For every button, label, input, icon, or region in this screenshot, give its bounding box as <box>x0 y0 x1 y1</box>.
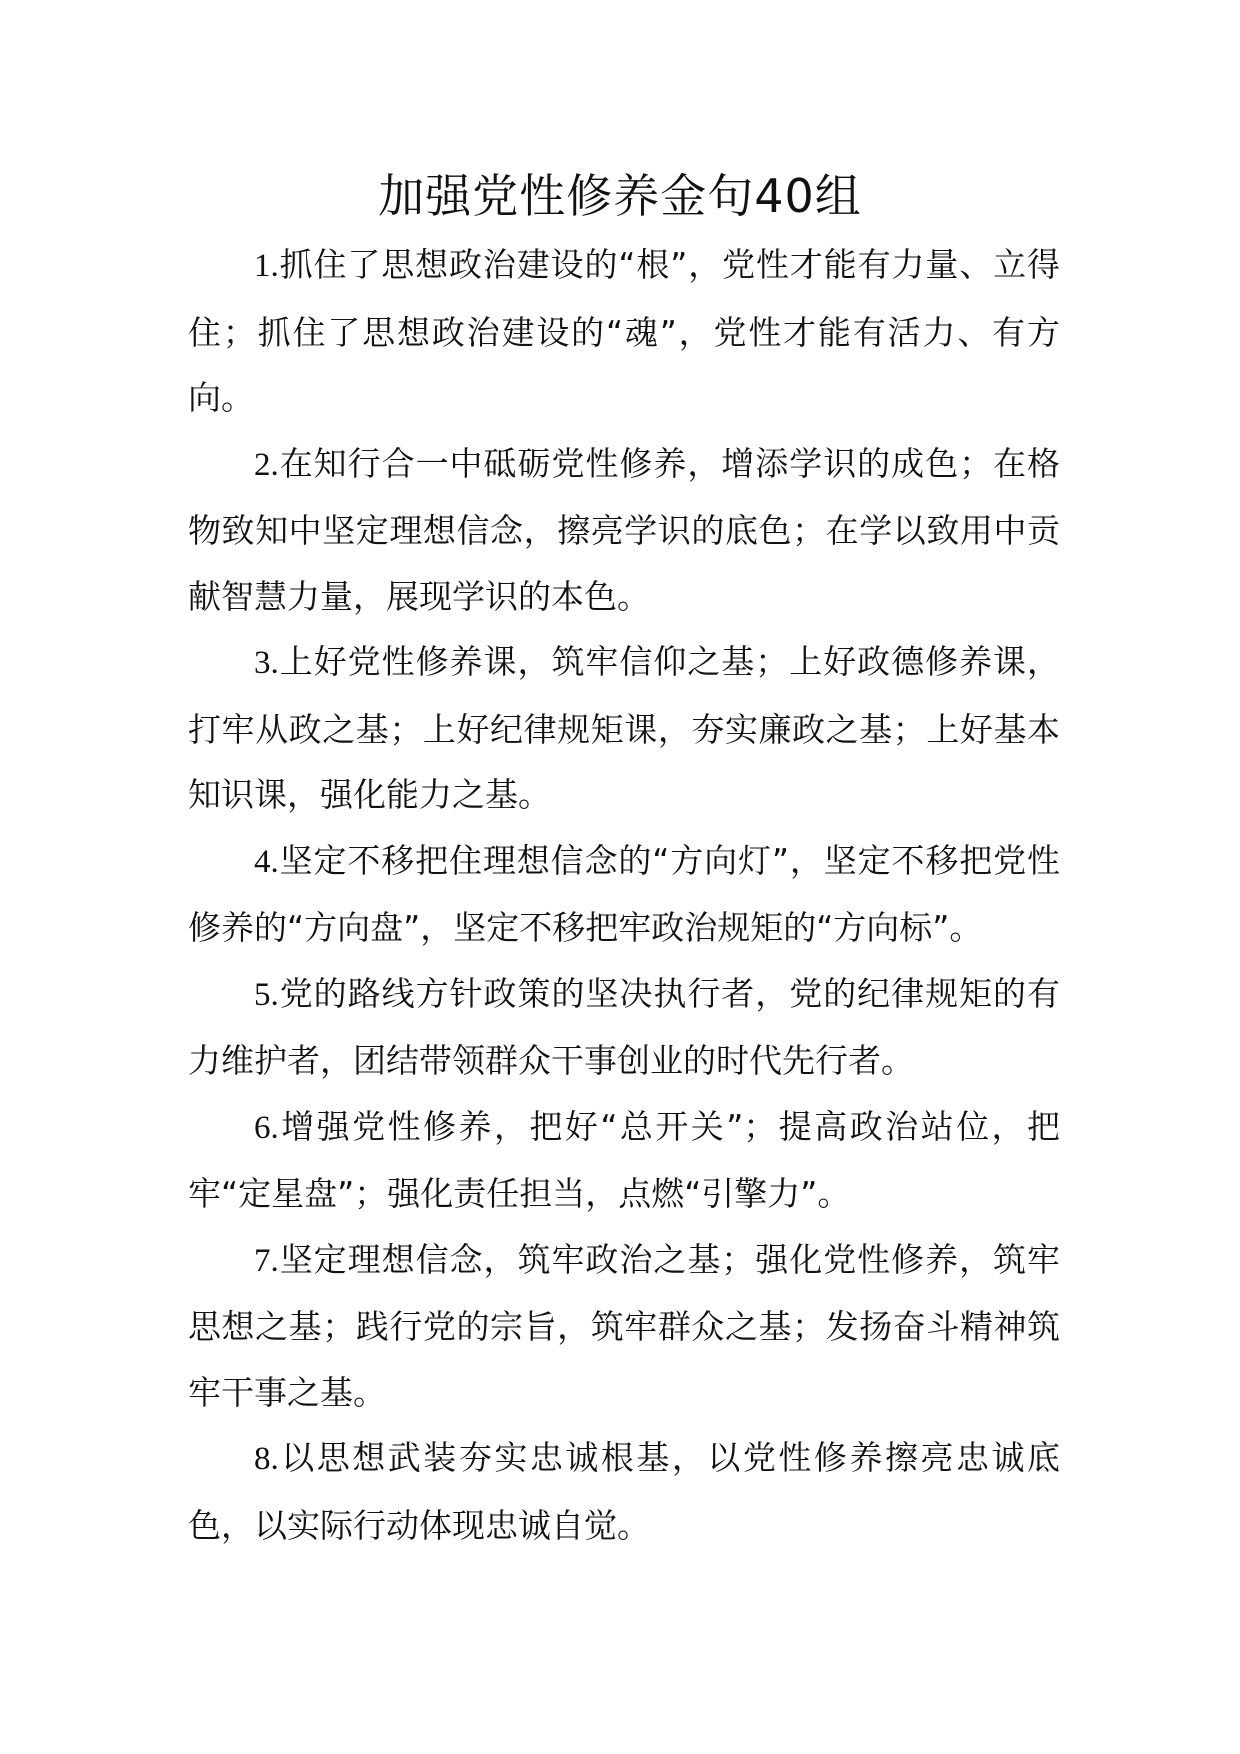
item-number: 6. <box>254 1109 279 1146</box>
item-text: 以思想武装夯实忠诚根基，以党性修养擦亮忠诚底色，以实际行动体现忠诚自觉。 <box>188 1438 1060 1545</box>
paragraph-4 <box>188 828 1060 961</box>
paragraph-5 <box>188 961 1060 1094</box>
item-number: 4. <box>254 843 279 880</box>
paragraph-7 <box>188 1227 1060 1426</box>
paragraph-3 <box>188 629 1060 828</box>
item-text: 坚定不移把住理想信念的“方向灯”，坚定不移把党性修养的“方向盘”，坚定不移把牢政治规矩的“方向标”。 <box>188 840 1060 947</box>
document-body <box>188 232 1060 1558</box>
item-number: 3. <box>254 645 279 681</box>
item-text: 抓住了思想政治建设的“根”，党性才能有力量、立得住；抓住了思想政治建设的“魂”，党性才能有活力、有方向。 <box>188 245 1060 417</box>
item-text: 坚定理想信念，筑牢政治之基；强化党性修养，筑牢思想之基；践行党的宗旨，筑牢群众之基；发扬奋斗精神筑牢干事之基。 <box>188 1239 1060 1412</box>
paragraph-8 <box>188 1425 1060 1558</box>
item-text: 在知行合一中砥砺党性修养，增添学识的成色；在格物致知中坚定理想信念，擦亮学识的底色；在学以致用中贡献智慧力量，展现学识的本色。 <box>188 443 1060 616</box>
item-number: 8. <box>254 1441 279 1477</box>
paragraph-6 <box>188 1094 1060 1227</box>
item-text: 党的路线方针政策的坚决执行者，党的纪律规矩的有力维护者，团结带领群众干事创业的时代先行者。 <box>188 973 1060 1080</box>
item-number: 7. <box>254 1242 279 1279</box>
item-number: 2. <box>254 446 279 483</box>
item-text: 增强党性修养，把好“总开关”；提高政治站位，把牢“定星盘”；强化责任担当，点燃“引擎力”。 <box>188 1106 1060 1213</box>
item-text: 上好党性修养课，筑牢信仰之基；上好政德修养课，打牢从政之基；上好纪律规矩课，夯实廉政之基；上好基本知识课，强化能力之基。 <box>188 642 1060 814</box>
document-title: 加强党性修养金句40组 <box>378 169 862 223</box>
paragraph-2 <box>188 431 1060 630</box>
paragraph-1 <box>188 232 1060 431</box>
item-number: 5. <box>254 976 279 1013</box>
item-number: 1. <box>254 248 279 284</box>
